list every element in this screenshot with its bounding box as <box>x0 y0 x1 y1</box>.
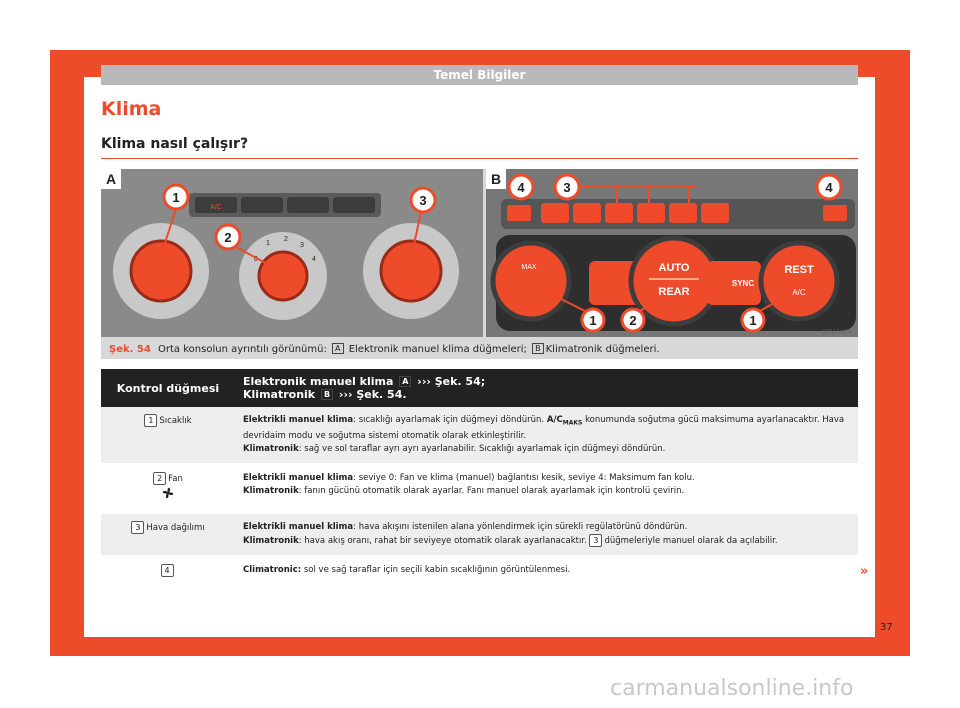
seat-heat-left-button <box>541 203 569 223</box>
title-rule <box>101 158 858 159</box>
fan-icon <box>161 486 175 500</box>
row-description: Elektrikli manuel klima: seviye 0: Fan ve klima (manuel) bağlantısı kesik, seviye 4: Maksimum fan kolu. Klimatronik: fanın gücünü otomatik olarak ayarlar. Fanı manuel olarak ayarlamak için kontrolü çevirin. <box>235 464 858 513</box>
rest-label: REST <box>784 264 814 276</box>
row-control-fan: 2 Fan <box>101 464 235 513</box>
figure-caption: Şek. 54 Orta konsolun ayrıntılı görünümü: A Elektronik manuel klima düğmeleri; B Klimatronik düğmeleri. <box>109 344 660 355</box>
row-description: Elektrikli manuel klima: hava akışını istenilen alana yönlendirmek için sürekli regülatörünü döndürün. Klimatronik: hava akış oranı, rahat bir seviyeye otomatik olarak ayarlanacaktır. 3 düğmeleriyle manuel olarak da açılabilir. <box>235 513 858 556</box>
page-title: Klima <box>101 98 162 120</box>
rear-defrost-button <box>241 197 283 213</box>
caption-box-b: B <box>532 343 544 354</box>
svg-text:4: 4 <box>517 180 525 195</box>
row-description: Elektrikli manuel klima: sıcaklığı ayarlamak için düğmeyi döndürün. $A/C_{MAKS}$ konumunda soğutma gücü maksimuma ayarlanacaktır. Hava devridaim modu ve soğutma sistemi otomatik olarak etkinleştirilir. Klimatronik: sağ ve sol taraflar ayrı ayrı ayarlanabilir. Sıcaklığı ayarlamak için düğmeyi döndürün. <box>235 407 858 464</box>
sync-label: SYNC <box>731 279 755 288</box>
distribution-knob <box>381 241 441 301</box>
panel-b-letter: B <box>490 171 502 187</box>
table-row <box>101 556 858 586</box>
caption-box-a: A <box>332 343 343 354</box>
temp-display-right <box>823 205 847 221</box>
left-temp-knob <box>493 243 569 319</box>
svg-text:3: 3 <box>419 193 427 208</box>
watermark: carmanualsonline.info <box>610 676 854 701</box>
svg-text:1: 1 <box>172 190 180 205</box>
col-header-description: Elektronik manuel klima A ››› Şek. 54; Klimatronik B ››› Şek. 54. <box>235 369 858 407</box>
figure-54 <box>101 169 858 359</box>
page-number: 37 <box>880 622 893 633</box>
table-header-row <box>101 369 858 407</box>
recirculation-button <box>333 197 375 213</box>
fan-level-3: 3 <box>300 242 304 249</box>
row-description: Climatronic: sol ve sağ taraflar için seçili kabin sıcaklığının görüntülenmesi. <box>235 556 858 586</box>
air-middle-button <box>605 203 633 223</box>
max-label: MAX <box>521 264 537 271</box>
fan-level-2: 2 <box>284 236 288 243</box>
ac-b-label: A/C <box>792 288 806 297</box>
fan-level-4: 4 <box>312 256 316 263</box>
seat-heat-right-button <box>701 203 729 223</box>
temp-knob <box>131 241 191 301</box>
panel-a-letter: A <box>105 171 117 187</box>
auto-rear-knob <box>631 238 717 324</box>
fan-knob <box>259 252 307 300</box>
page-subtitle: Klima nasıl çalışır? <box>101 136 249 152</box>
svg-text:1: 1 <box>749 313 757 328</box>
section-header: Temel Bilgiler <box>101 65 858 85</box>
temp-display-left <box>507 205 531 221</box>
table-row <box>101 513 858 556</box>
fan-level-1: 1 <box>266 240 270 247</box>
row-control-temperature: 1 Sıcaklık <box>101 407 235 464</box>
svg-text:2: 2 <box>629 313 637 328</box>
controls-table <box>101 369 858 587</box>
col-header-control: Kontrol düğmesi <box>101 369 235 407</box>
console-illustration <box>101 169 858 337</box>
fan-level-0: 0 <box>254 256 258 263</box>
air-lower-button <box>637 203 665 223</box>
recirc-b-button <box>669 203 697 223</box>
row-control-display: 4 <box>101 556 235 586</box>
svg-text:1: 1 <box>589 313 597 328</box>
ac-button-label: A/C <box>210 204 222 211</box>
air-upper-button <box>573 203 601 223</box>
rear-label: REAR <box>658 286 690 298</box>
auto-label: AUTO <box>658 262 690 274</box>
figure-code: B7V-1070 <box>822 329 852 336</box>
row-control-distribution: 3 Hava dağılımı <box>101 513 235 556</box>
table-row <box>101 407 858 464</box>
svg-text:3: 3 <box>563 180 571 195</box>
svg-text:2: 2 <box>224 230 232 245</box>
continue-mark: » <box>860 564 869 579</box>
caption-label: Şek. 54 <box>109 344 151 355</box>
right-temp-knob <box>761 243 837 319</box>
svg-text:4: 4 <box>825 180 833 195</box>
table-row <box>101 464 858 513</box>
front-defrost-button <box>287 197 329 213</box>
